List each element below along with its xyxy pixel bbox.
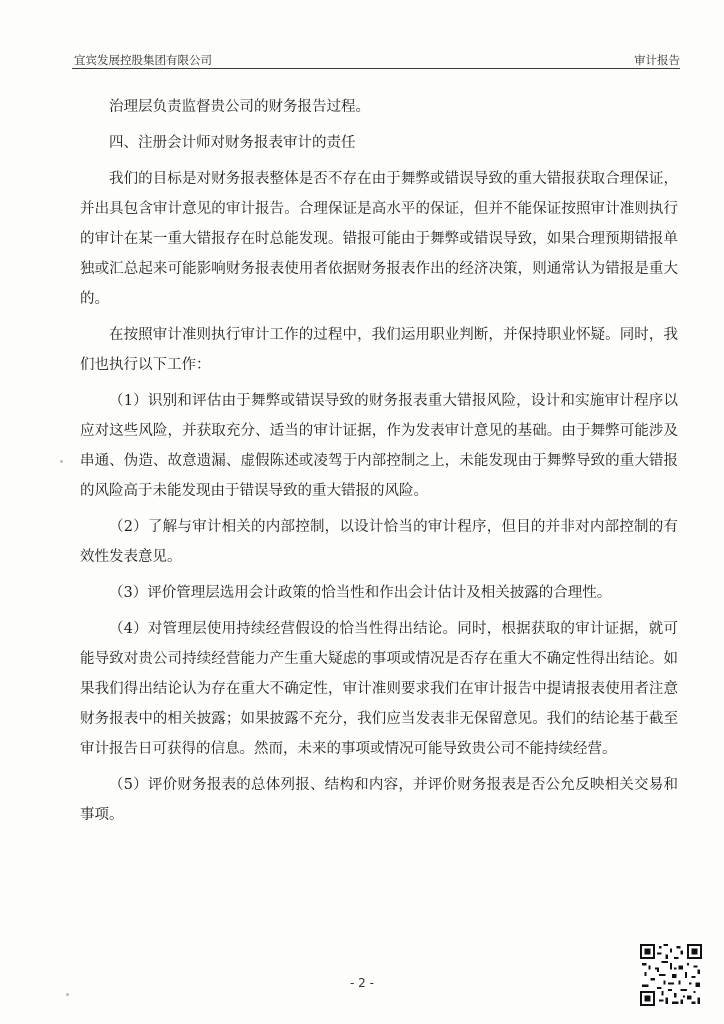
header-company-name: 宜宾发展控股集团有限公司	[74, 53, 212, 67]
page-header	[74, 46, 680, 68]
list-item-5: （5）评价财务报表的总体列报、结构和内容，并评价财务报表是否公允反映相关交易和事项。	[80, 777, 678, 823]
list-item-2: （2）了解与审计相关的内部控制，以设计恰当的审计程序，但目的并非对内部控制的有效性发表意见。	[80, 519, 678, 565]
paragraph: 治理层负责监督贵公司的财务报告过程。	[109, 99, 370, 115]
scan-speck	[60, 460, 63, 463]
header-divider	[72, 68, 680, 69]
paragraph: 在按照审计准则执行审计工作的过程中，我们运用职业判断，并保持职业怀疑。同时，我们也执行以下工作：	[80, 327, 678, 373]
scan-speck	[66, 993, 69, 996]
header-document-type: 审计报告	[634, 53, 680, 67]
list-item-3: （3）评价管理层选用会计政策的恰当性和作出会计估计及相关披露的合理性。	[109, 585, 612, 601]
document-body	[80, 92, 678, 830]
list-item-1: （1）识别和评估由于舞弊或错误导致的财务报表重大错报风险，设计和实施审计程序以应对这些风险，并获取充分、适当的审计证据，作为发表审计意见的基础。由于舞弊可能涉及串通、伪造、故意遗漏、虚假陈述或凌驾于内部控制之上，未能发现由于舞弊导致的重大错报的风险高于未能发现由于错误导致的重大错报的风险。	[80, 393, 678, 499]
section-heading: 四、注册会计师对财务报表审计的责任	[109, 135, 356, 151]
qr-code-icon	[640, 944, 702, 1006]
paragraph: 我们的目标是对财务报表整体是否不存在由于舞弊或错误导致的重大错报获取合理保证，并出具包含审计意见的审计报告。合理保证是高水平的保证，但并不能保证按照审计准则执行的审计在某一重大错报存在时总能发现。错报可能由于舞弊或错误导致，如果合理预期错报单独或汇总起来可能影响财务报表使用者依据财务报表作出的经济决策，则通常认为错报是重大的。	[80, 171, 678, 307]
list-item-4: （4）对管理层使用持续经营假设的恰当性得出结论。同时，根据获取的审计证据，就可能导致对贵公司持续经营能力产生重大疑虑的事项或情况是否存在重大不确定性得出结论。如果我们得出结论认为存在重大不确定性，审计准则要求我们在审计报告中提请报表使用者注意财务报表中的相关披露；如果披露不充分，我们应当发表非无保留意见。我们的结论基于截至审计报告日可获得的信息。然而，未来的事项或情况可能导致贵公司不能持续经营。	[80, 621, 678, 757]
page-number: - 2 -	[350, 976, 374, 990]
